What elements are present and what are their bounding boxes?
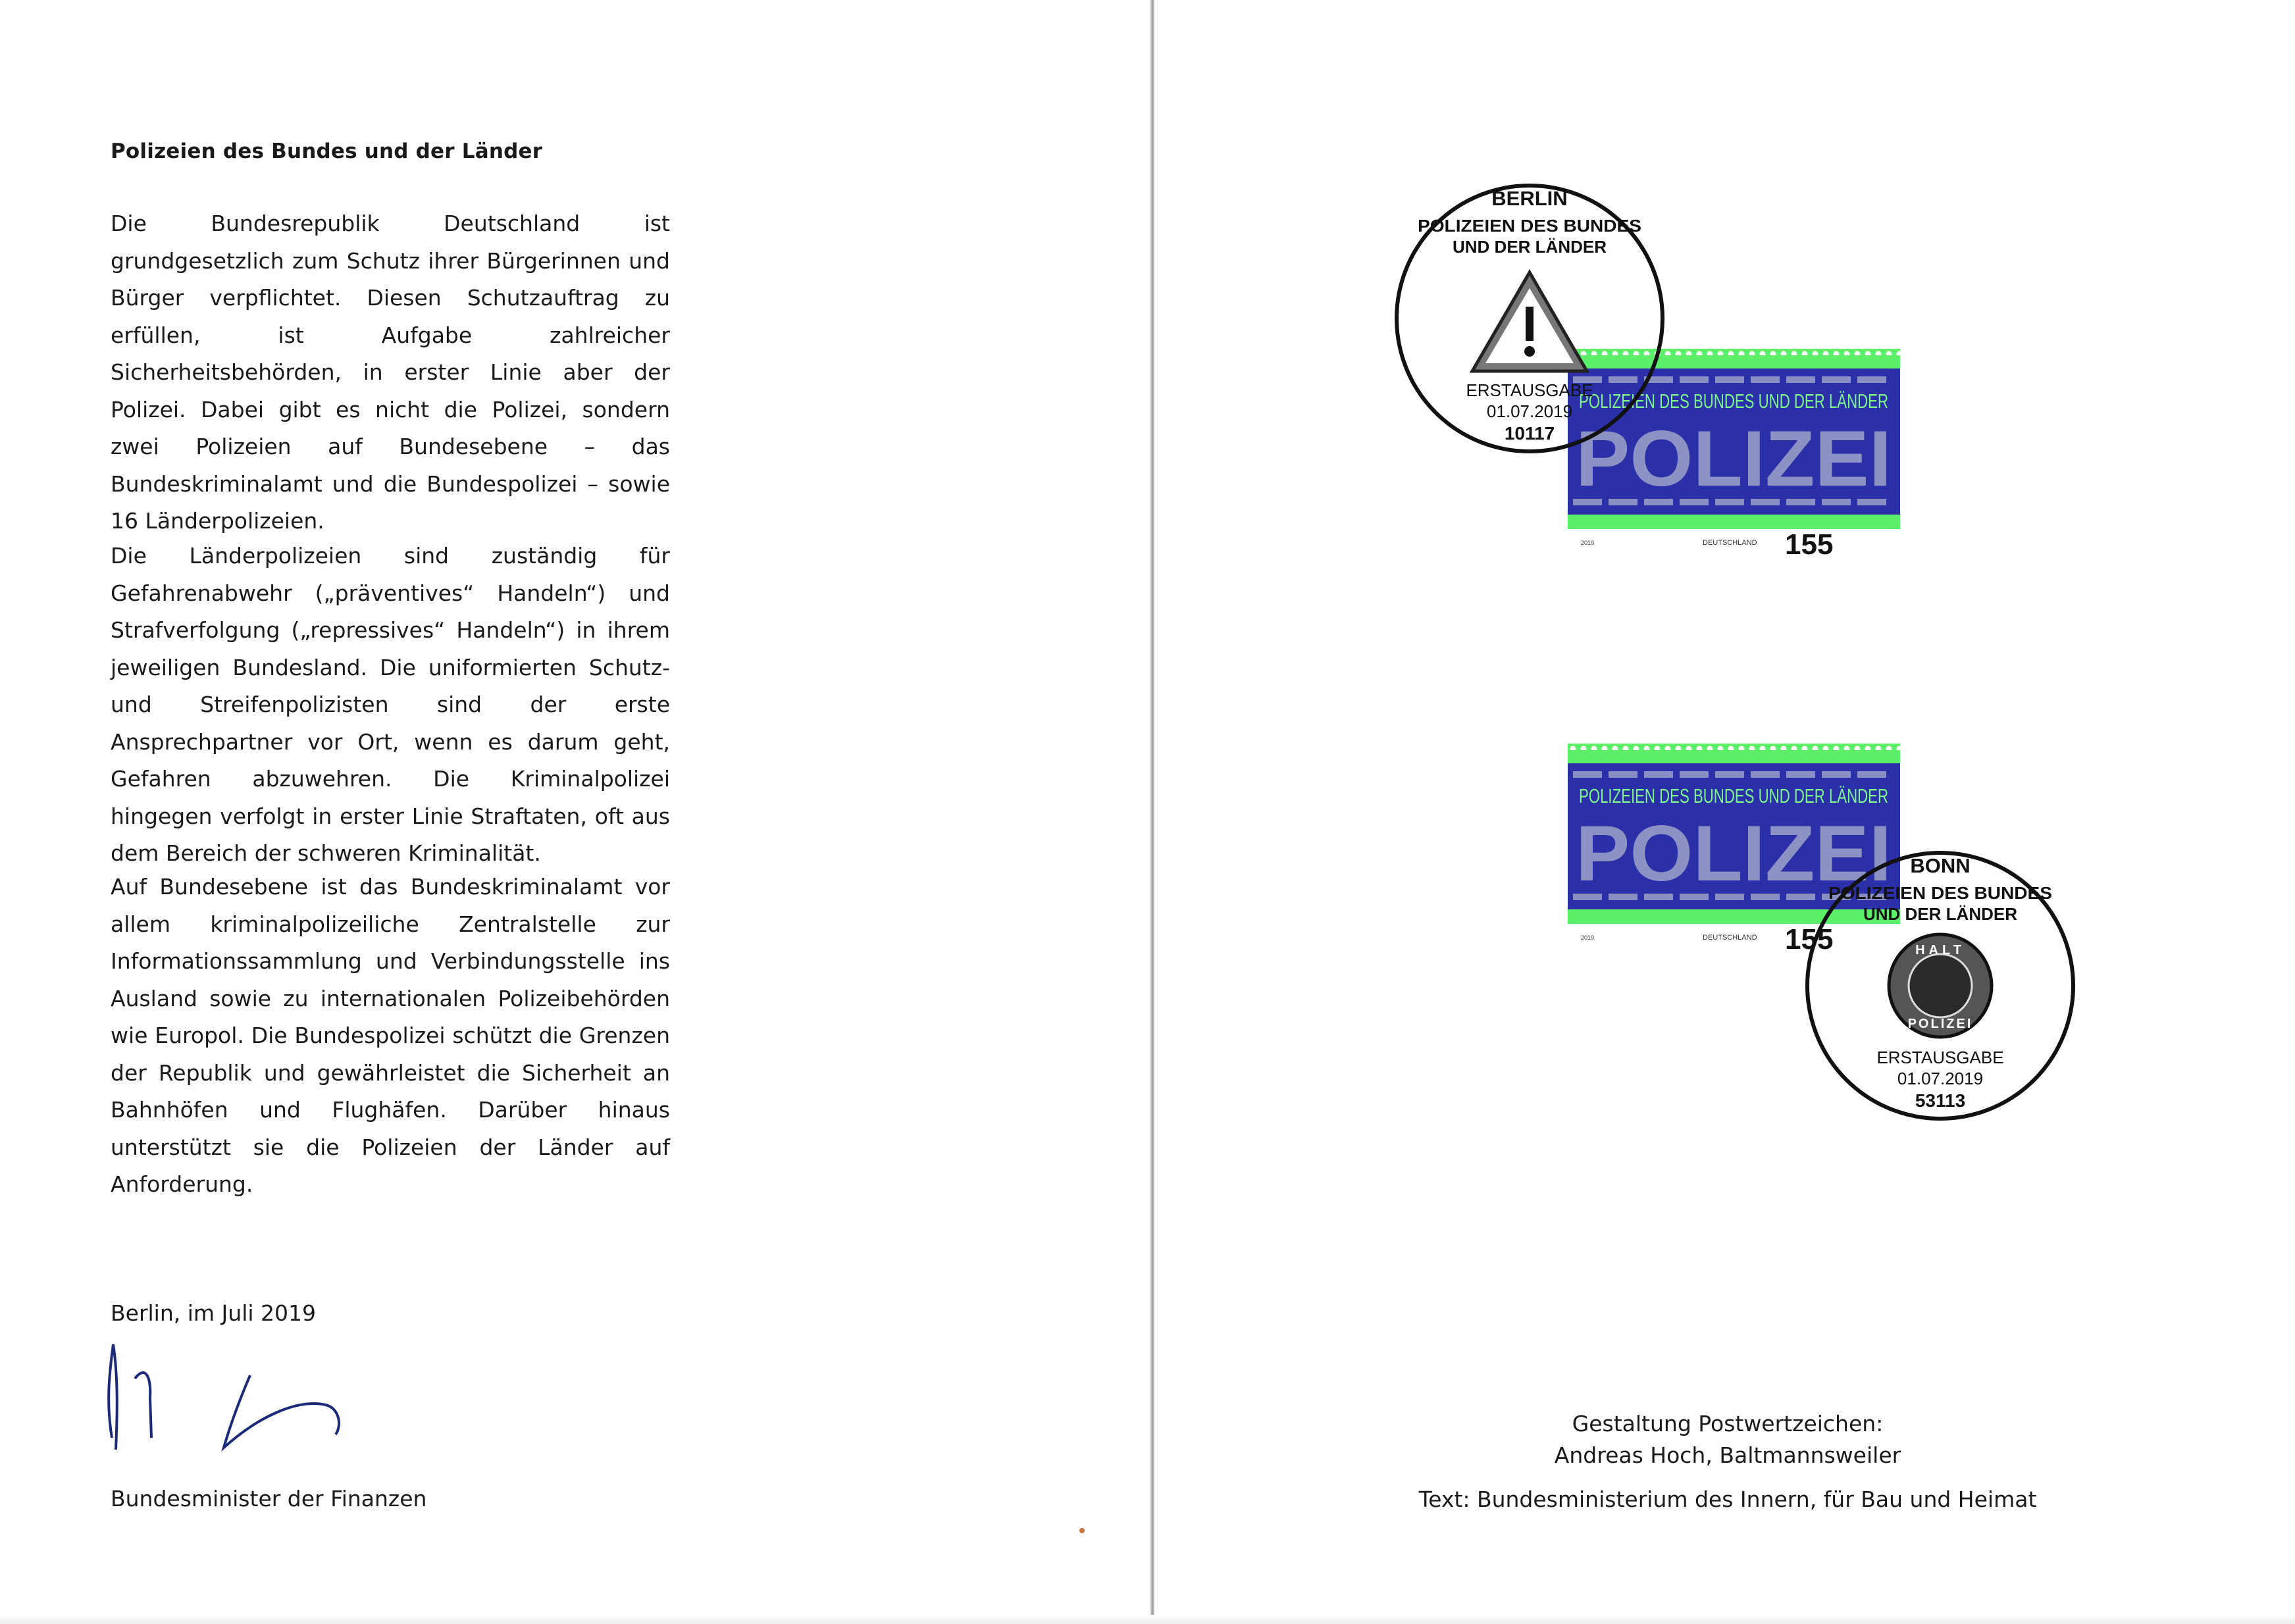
postmark-postcode: 10117 xyxy=(1504,423,1555,444)
postmark-line-1: POLIZEIEN DES BUNDES xyxy=(1418,216,1641,236)
stamp-value: 155 xyxy=(1785,528,1834,561)
designer-name: Andreas Hoch, Baltmannsweiler xyxy=(1554,1442,1901,1468)
sign-top-text: HALT xyxy=(1915,943,1965,957)
postmark-date: 01.07.2019 xyxy=(1897,1069,1984,1088)
paper-bottom-edge xyxy=(0,1615,2295,1624)
postmark-city: BONN xyxy=(1910,854,1971,877)
stamp-year: 2019 xyxy=(1581,934,1595,941)
stamp-banner-text: POLIZEIEN DES BUNDES UND DER LÄNDER xyxy=(1579,390,1888,413)
paragraph-2: Die Länderpolizeien sind zuständig für Gefahrenabwehr („präventives“ Handeln“) und Strafverfolgung („repressives“ Handeln“) in ihrem jeweiligen Bundesland. Die uniformierten Schutz- und Streifenpolizisten sind der erste Ansprechpartner vor Ort, wenn es darum geht, Gefahren abzuwehren. Die Kriminalpolizei hingegen verfolgt in erster Linie Straftaten, oft aus dem Bereich der schweren Kriminalität. xyxy=(111,543,670,866)
postmark-issue: ERSTAUSGABE xyxy=(1876,1048,2004,1067)
postmark-line-1: POLIZEIEN DES BUNDES xyxy=(1828,883,2052,903)
signer-title: Bundesminister der Finanzen xyxy=(111,1486,427,1511)
stamp-main-text: POLIZEI xyxy=(1576,415,1892,503)
paper-speck xyxy=(1079,1528,1085,1533)
halt-polizei-sign-icon xyxy=(1889,934,1992,1037)
postmark-berlin xyxy=(1393,182,1666,455)
postmark-postcode: 53113 xyxy=(1915,1090,1966,1111)
postmark-line-2: UND DER LÄNDER xyxy=(1863,904,2017,924)
sign-bottom-text: POLIZEI xyxy=(1907,1017,1973,1031)
signature xyxy=(99,1339,415,1471)
postmark-date: 01.07.2019 xyxy=(1486,401,1573,421)
postmark-bonn xyxy=(1803,849,2077,1123)
page-heading: Polizeien des Bundes und der Länder xyxy=(111,140,543,163)
stamp-main-text: POLIZEI xyxy=(1576,809,1892,898)
stamp-value: 155 xyxy=(1785,923,1834,955)
stamp-country: DEUTSCHLAND xyxy=(1703,539,1757,547)
postmark-city: BERLIN xyxy=(1491,187,1568,210)
postmark-issue: ERSTAUSGABE xyxy=(1466,380,1593,400)
design-label: Gestaltung Postwertzeichen: xyxy=(1572,1411,1884,1436)
stamp-banner-text: POLIZEIEN DES BUNDES UND DER LÄNDER xyxy=(1579,784,1888,807)
paragraph-1: Die Bundesrepublik Deutschland ist grundgesetzlich zum Schutz ihrer Bürgerinnen und Bürger verpflichtet. Diesen Schutzauftrag zu erfüllen, ist Aufgabe zahlreicher Sicherheitsbehörden, in erster Linie aber der Polizei. Dabei gibt es nicht die Polizei, sondern zwei Polizeien auf Bundesebene – das Bundeskriminalamt und die Bundespolizei – sowie 16 Länderpolizeien. xyxy=(111,211,670,534)
paragraph-3: Auf Bundesebene ist das Bundeskriminalamt vor allem kriminalpolizeiliche Zentralstelle zur Informationssammlung und Verbindungsstelle ins Ausland sowie zu internationalen Polizeibehörden wie Europol. Die Bundespolizei schützt die Grenzen der Republik und gewährleistet die Sicherheit an Bahnhöfen und Flughäfen. Darüber hinaus unterstützt sie die Polizeien der Länder auf Anforderung. xyxy=(111,874,670,1197)
postmark-line-2: UND DER LÄNDER xyxy=(1453,237,1607,257)
place-date: Berlin, im Juli 2019 xyxy=(111,1300,317,1326)
warning-triangle-icon xyxy=(1472,272,1587,371)
text-credit: Text: Bundesministerium des Innern, für Bau und Heimat xyxy=(1418,1486,2037,1512)
stamp-country: DEUTSCHLAND xyxy=(1703,934,1757,942)
stamp-year: 2019 xyxy=(1581,540,1595,546)
